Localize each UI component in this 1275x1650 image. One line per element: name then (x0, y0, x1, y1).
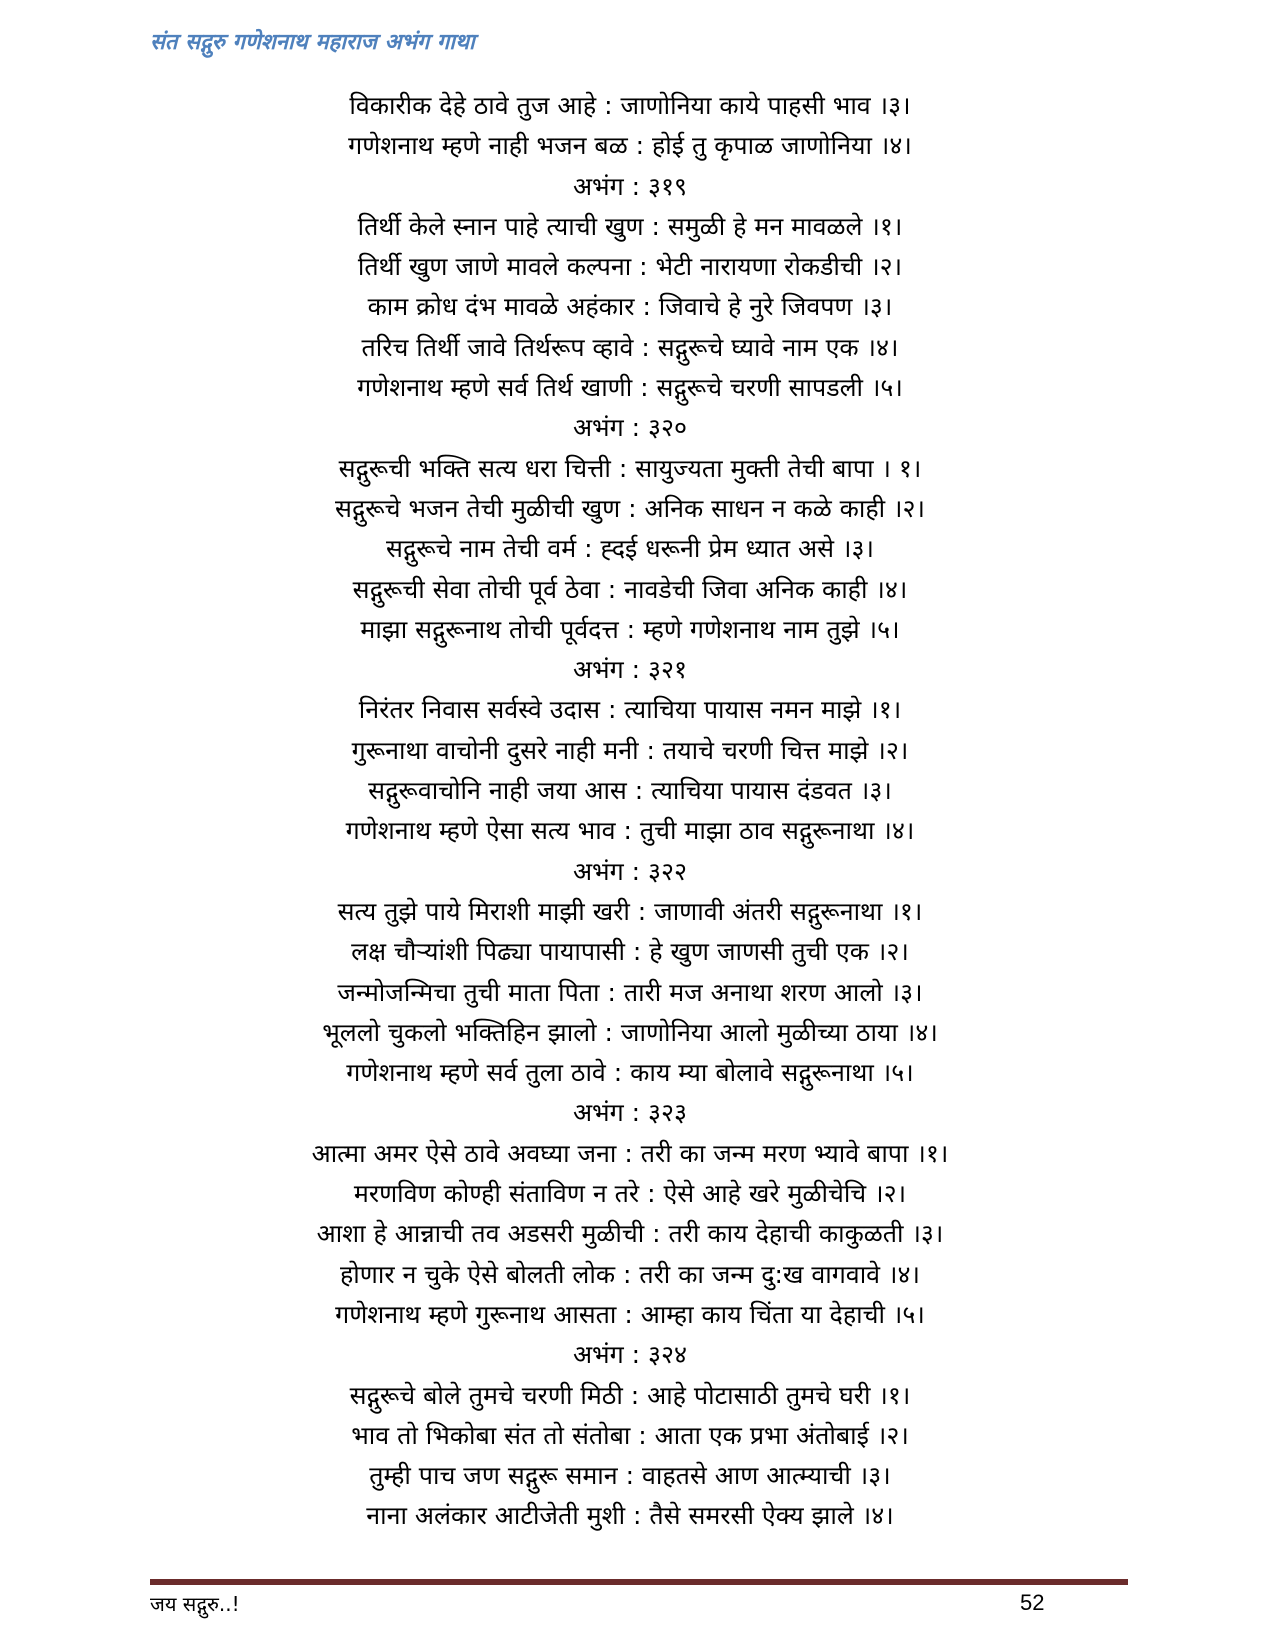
page-number: 52 (1020, 1590, 1045, 1615)
page-header-title: संत सद्गुरु गणेशनाथ महाराज अभंग गाथा (150, 30, 475, 55)
verse-line: भाव तो भिकोबा संत तो संतोबा : आता एक प्रभा अंतोबाई ।२। (351, 1420, 909, 1450)
abhang-heading: अभंग : ३२० (572, 413, 688, 443)
abhang-heading: अभंग : ३२३ (572, 1098, 688, 1128)
verse-line: भूललो चुकलो भक्तिहिन झालो : जाणोनिया आलो मुळीच्या ठाया ।४। (322, 1017, 938, 1047)
verse-line: जन्मोजन्मिचा तुची माता पिता : तारी मज अनाथा शरण आलो ।३। (337, 977, 923, 1007)
verse-line: गणेशनाथ म्हणे सर्व तिर्थ खाणी : सद्गुरूचे चरणी सापडली ।५। (357, 373, 903, 403)
abhang-text-body (200, 86, 1060, 1537)
verse-line: काम क्रोध दंभ मावळे अहंकार : जिवाचे हे नुरे जिवपण ।३। (367, 292, 893, 322)
verse-line: तुम्ही पाच जण सद्गुरू समान : वाहतसे आण आत्म्याची ।३। (369, 1461, 891, 1491)
verse-line: गुरूनाथा वाचोनी दुसरे नाही मनी : तयाचे चरणी चित्त माझे ।२। (351, 735, 909, 765)
verse-line: विकारीक देहे ठावे तुज आहे : जाणोनिया काये पाहसी भाव ।३। (349, 91, 911, 120)
verse-line: सद्गुरूची सेवा तोची पूर्व ठेवा : नावडेची जिवा अनिक काही ।४। (352, 574, 908, 604)
verse-line: गणेशनाथ म्हणे सर्व तुला ठावे : काय म्या बोलावे सद्गुरूनाथा ।५। (346, 1058, 914, 1088)
verse-line: सद्गुरूची भक्ति सत्य धरा चित्ती : सायुज्यता मुक्ती तेची बापा । १। (338, 453, 922, 483)
abhang-heading: अभंग : ३१९ (572, 171, 688, 201)
abhang-heading: अभंग : ३२२ (572, 856, 688, 886)
verse-line: आत्मा अमर ऐसे ठावे अवघ्या जना : तरी का जन्म मरण भ्यावे बापा ।१। (311, 1138, 949, 1168)
verse-line: सद्गुरूवाचोनि नाही जया आस : त्याचिया पायास दंडवत ।३। (368, 776, 892, 806)
verse-line: माझा सद्गुरूनाथ तोची पूर्वदत्त : म्हणे गणेशनाथ नाम तुझे ।५। (360, 614, 900, 644)
verse-line: आशा हे आन्नाची तव अडसरी मुळीची : तरी काय देहाची काकुळती ।३। (316, 1219, 944, 1249)
footer-divider (150, 1579, 1128, 1585)
verse-line: निरंतर निवास सर्वस्वे उदास : त्याचिया पायास नमन माझे ।१। (358, 695, 902, 725)
verse-line: लक्ष चौऱ्यांशी पिढ्या पायापासी : हे खुण जाणसी तुची एक ।२। (351, 937, 909, 967)
verse-line: नाना अलंकार आटीजेती मुशी : तैसे समरसी ऐक्य झाले ।४। (366, 1501, 894, 1531)
verse-line: तिर्थी खुण जाणे मावले कल्पना : भेटी नारायणा रोकडीची ।२। (357, 252, 903, 282)
abhang-heading: अभंग : ३२४ (572, 1340, 688, 1370)
footer-left-text: जय सद्गुरु..! (150, 1592, 240, 1616)
verse-line: होणार न चुके ऐसे बोलती लोक : तरी का जन्म दु:ख वागवावे ।४। (340, 1259, 920, 1289)
verse-line: सद्गुरूचे नाम तेची वर्म : ह्दई धरूनी प्रेम ध्यात असे ।३। (386, 534, 874, 564)
verse-line: सत्य तुझे पाये मिराशी माझी खरी : जाणावी अंतरी सद्गुरूनाथा ।१। (337, 896, 923, 926)
verse-line: गणेशनाथ म्हणे गुरूनाथ आसता : आम्हा काय चिंता या देहाची ।५। (335, 1299, 925, 1329)
verse-line: सद्गुरूचे बोले तुमचे चरणी मिठी : आहे पोटासाठी तुमचे घरी ।१। (349, 1380, 911, 1410)
verse-line: गणेशनाथ म्हणे नाही भजन बळ : होई तु कृपाळ जाणोनिया ।४। (348, 131, 912, 161)
verse-line: तरिच तिर्थी जावे तिर्थरूप व्हावे : सद्गुरूचे घ्यावे नाम एक ।४। (361, 332, 899, 362)
abhang-heading: अभंग : ३२१ (572, 655, 688, 685)
verse-line: सद्गुरूचे भजन तेची मुळीची खुण : अनिक साधन न कळे काही ।२। (335, 493, 925, 523)
verse-line: मरणविण कोण्ही संताविण न तरे : ऐसे आहे खरे मुळीचेचि ।२। (353, 1179, 907, 1209)
verse-line: तिर्थी केले स्नान पाहे त्याची खुण : समुळी हे मन मावळले ।१। (357, 211, 903, 241)
verse-line: गणेशनाथ म्हणे ऐसा सत्य भाव : तुची माझा ठाव सद्गुरूनाथा ।४। (345, 816, 915, 846)
